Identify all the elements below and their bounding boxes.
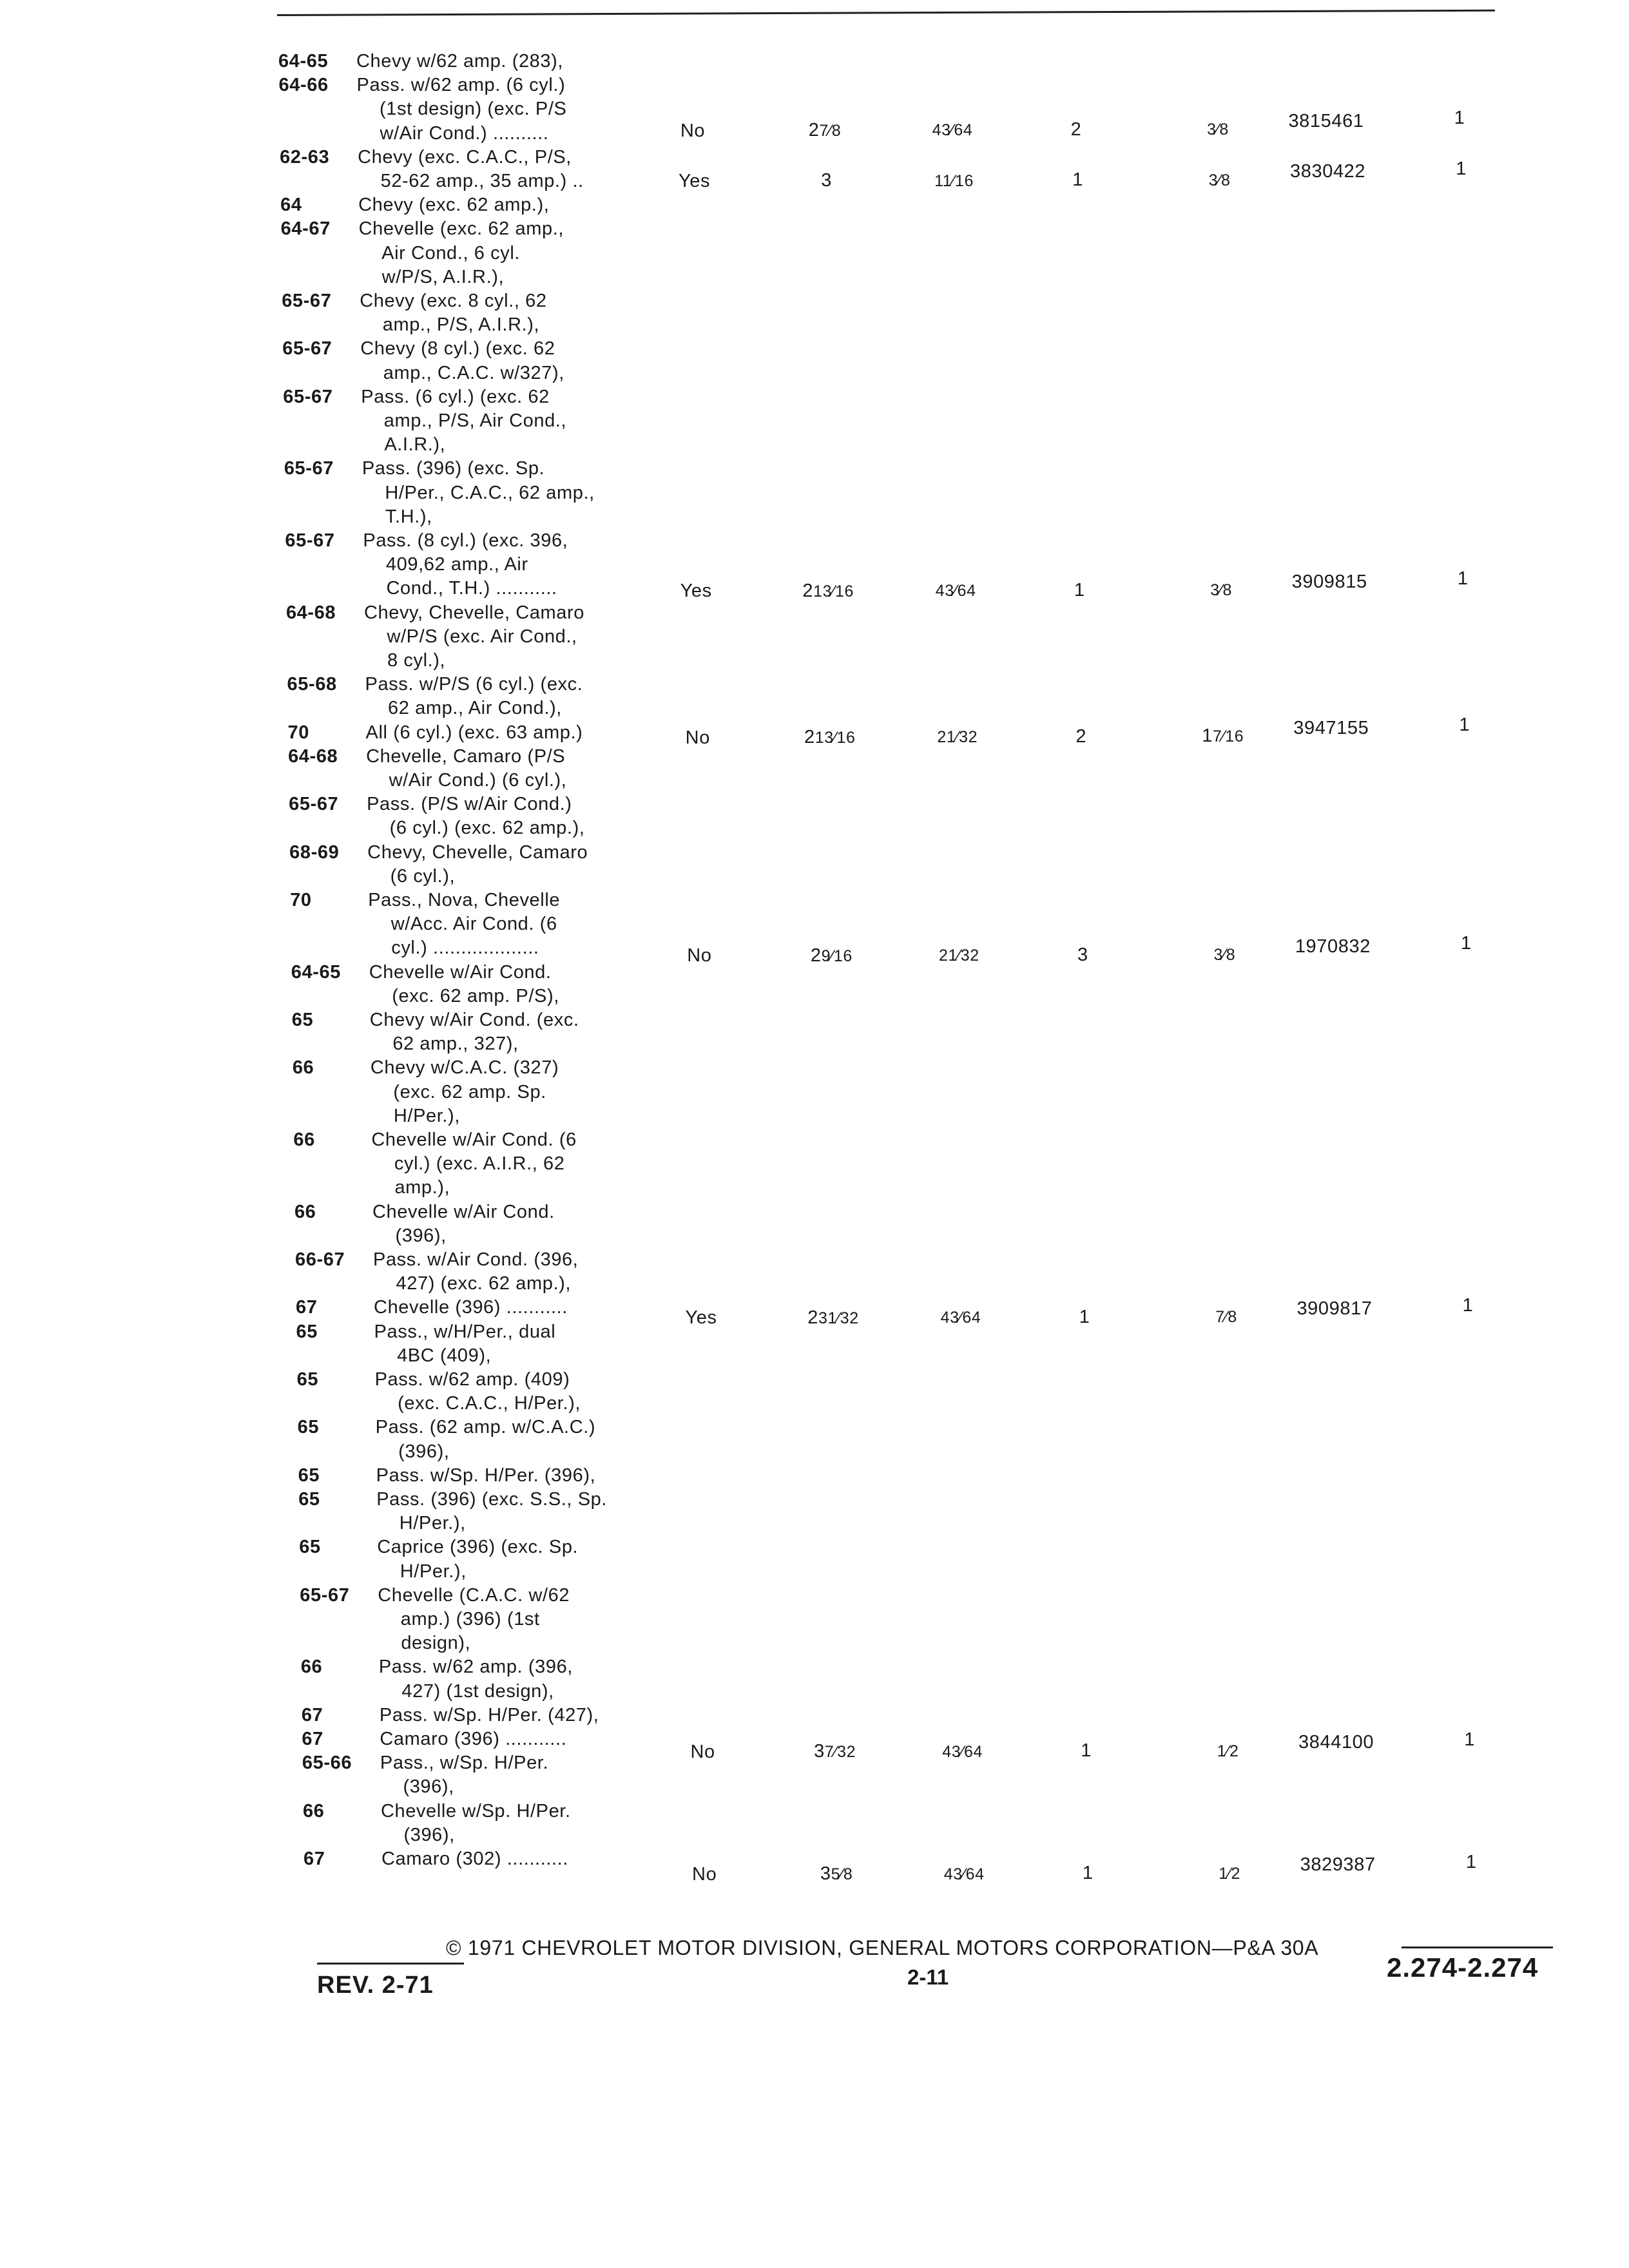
model-years: 66-67 (295, 1249, 345, 1270)
width-value: 37⁄32 (814, 1741, 856, 1762)
application-text: Chevelle (C.A.C. w/62 (378, 1584, 570, 1606)
model-years: 65-68 (287, 674, 337, 695)
count-value: 1 (1074, 579, 1085, 601)
application-text: Chevy (exc. C.A.C., P/S, (358, 146, 572, 168)
quantity-value: 1 (1454, 108, 1465, 129)
cover-flag: No (690, 1742, 715, 1762)
part-number: 3815461 (1288, 110, 1364, 131)
section-number: 2.274-2.274 (1387, 1952, 1539, 1983)
part-number: 3829387 (1300, 1854, 1376, 1876)
application-text: Chevy, Chevelle, Camaro (363, 602, 585, 623)
application-text: amp., P/S, A.I.R.), (382, 314, 540, 336)
model-years: 66 (292, 1057, 314, 1079)
revision-label: REV. 2-71 (317, 1972, 434, 1999)
model-years: 65 (291, 1010, 314, 1030)
part-number: 3909815 (1291, 571, 1367, 592)
size-value: 1⁄2 (1217, 1742, 1239, 1760)
model-years: 64-65 (278, 51, 329, 72)
application-text: (6 cyl.), (390, 865, 456, 887)
application-text: 4BC (409), (397, 1345, 492, 1366)
footer-rule-left (317, 1963, 464, 1965)
size-value: 3⁄8 (1213, 946, 1236, 965)
width-value: 29⁄16 (810, 945, 853, 966)
application-text: A.I.R.), (384, 434, 446, 456)
width-value: 27⁄8 (808, 120, 842, 141)
quantity-value: 1 (1457, 568, 1469, 590)
model-years: 64-65 (291, 961, 341, 983)
model-years: 65 (298, 1489, 320, 1510)
copyright-line: © 1971 CHEVROLET MOTOR DIVISION, GENERAL MOTORS CORPORATION—P&A 30A (446, 1936, 1319, 1959)
application-text: Chevy w/62 amp. (283), (356, 51, 564, 72)
application-text: w/P/S, A.I.R.), (381, 266, 505, 287)
quantity-value: 1 (1456, 158, 1467, 179)
model-years: 65-67 (289, 794, 339, 815)
application-text: Chevelle w/Air Cond. (372, 1201, 555, 1222)
model-years: 65-67 (283, 386, 333, 407)
application-text: (396), (395, 1225, 447, 1246)
model-years: 65-67 (282, 291, 332, 311)
application-text: H/Per., C.A.C., 62 amp., (385, 482, 595, 503)
page-number: 2-11 (907, 1965, 949, 1989)
application-text: 8 cyl.), (387, 650, 446, 671)
application-text: (6 cyl.) (exc. 62 amp.), (389, 818, 585, 839)
application-text: Chevy w/Air Cond. (exc. (369, 1010, 579, 1030)
model-years: 65-67 (284, 458, 334, 479)
application-text: 427) (exc. 62 amp.), (396, 1273, 572, 1294)
application-text: Camaro (396) ........... (380, 1729, 567, 1749)
part-number: 3947155 (1293, 717, 1369, 738)
count-value: 2 (1070, 119, 1082, 140)
model-years: 64 (280, 195, 302, 216)
quantity-value: 1 (1462, 1295, 1474, 1316)
application-text: Pass., Nova, Chevelle (368, 890, 561, 910)
application-text: H/Per.), (399, 1513, 466, 1534)
application-text: Pass. (P/S w/Air Cond.) (367, 794, 572, 815)
cover-flag: Yes (680, 581, 712, 602)
part-number: 3830422 (1290, 161, 1366, 182)
size-value: 7⁄8 (1215, 1308, 1237, 1327)
count-value: 3 (1077, 944, 1088, 965)
application-text: 52-62 amp., 35 amp.) .. (380, 171, 584, 191)
model-years: 65-66 (302, 1753, 352, 1774)
count-value: 1 (1082, 1863, 1094, 1884)
model-years: 65-67 (282, 338, 333, 360)
model-years: 65-67 (300, 1584, 350, 1606)
application-text: Pass. w/62 amp. (409) (374, 1369, 570, 1390)
model-years: 64-66 (278, 75, 329, 96)
quantity-value: 1 (1465, 1851, 1477, 1872)
depth-value: 11⁄16 (934, 171, 974, 190)
application-text: (exc. C.A.C., H/Per.), (398, 1393, 581, 1414)
application-text: Chevy (exc. 8 cyl., 62 (360, 291, 547, 311)
model-years: 65 (299, 1537, 321, 1558)
application-text: H/Per.), (400, 1561, 467, 1582)
application-text: amp., P/S, Air Cond., (383, 410, 567, 431)
part-number: 3909817 (1296, 1298, 1373, 1319)
application-text: Chevelle (396) ........... (374, 1297, 568, 1318)
count-value: 1 (1081, 1740, 1092, 1762)
application-text: design), (401, 1633, 471, 1654)
application-text: (396), (403, 1776, 454, 1798)
model-years: 64-68 (288, 745, 338, 767)
application-text: H/Per.), (393, 1105, 460, 1126)
application-text: (396), (398, 1441, 450, 1462)
application-text: Pass. w/62 amp. (6 cyl.) (356, 75, 566, 96)
application-text: Pass. w/Air Cond. (396, (373, 1249, 579, 1270)
application-text: Camaro (302) ........... (381, 1849, 568, 1869)
application-text: Chevelle, Camaro (P/S (366, 745, 566, 767)
application-text: (exc. 62 amp. Sp. (393, 1081, 546, 1102)
model-years: 66 (294, 1201, 316, 1222)
application-text: Caprice (396) (exc. Sp. (377, 1537, 579, 1558)
count-value: 2 (1075, 726, 1087, 747)
top-rule (277, 10, 1495, 16)
depth-value: 43⁄64 (932, 121, 973, 140)
model-years: 68-69 (289, 841, 340, 863)
application-text: Pass. (396) (exc. Sp. (361, 458, 545, 479)
application-text: w/Air Cond.) (6 cyl.), (389, 770, 567, 791)
depth-value: 21⁄32 (938, 947, 979, 965)
width-value: 35⁄8 (820, 1863, 853, 1885)
application-text: amp.), (394, 1177, 450, 1198)
width-value: 213⁄16 (802, 580, 854, 601)
part-number: 3844100 (1298, 1732, 1374, 1753)
model-years: 65 (296, 1369, 319, 1390)
cover-flag: No (680, 120, 706, 141)
application-text: Chevelle w/Sp. H/Per. (380, 1800, 571, 1821)
application-text: cyl.) ................... (391, 937, 539, 959)
application-text: Pass., w/Sp. H/Per. (380, 1753, 549, 1774)
depth-value: 43⁄64 (942, 1742, 983, 1761)
depth-value: 43⁄64 (935, 582, 976, 601)
application-text: T.H.), (385, 506, 432, 527)
application-text: Pass. (396) (exc. S.S., Sp. (376, 1489, 608, 1510)
application-text: w/Air Cond.) .......... (380, 122, 549, 144)
application-text: 62 amp., 327), (392, 1033, 519, 1055)
size-value: 17⁄16 (1202, 726, 1244, 747)
depth-value: 43⁄64 (943, 1865, 985, 1883)
application-text: Pass. w/Sp. H/Per. (396), (376, 1465, 596, 1486)
application-text: Chevy (8 cyl.) (exc. 62 (360, 338, 555, 360)
application-text: w/P/S (exc. Air Cond., (387, 626, 577, 647)
application-text: Pass., w/H/Per., dual (374, 1321, 556, 1342)
model-years: 67 (304, 1849, 325, 1869)
application-text: Pass. (8 cyl.) (exc. 396, (363, 530, 568, 551)
part-number: 1970832 (1295, 936, 1371, 957)
model-years: 66 (302, 1800, 325, 1821)
model-years: 67 (296, 1297, 318, 1318)
application-text: w/Acc. Air Cond. (6 (390, 914, 557, 935)
cover-flag: No (692, 1864, 717, 1885)
model-years: 67 (301, 1704, 323, 1725)
application-text: Chevelle (exc. 62 amp., (358, 218, 564, 240)
application-text: Pass. (62 amp. w/C.A.C.) (375, 1417, 596, 1438)
application-text: amp., C.A.C. w/327), (383, 362, 564, 383)
depth-value: 21⁄32 (937, 728, 978, 747)
application-text: Pass. w/Sp. H/Per. (427), (379, 1704, 599, 1725)
application-text: amp.) (396) (1st (400, 1609, 540, 1629)
application-text: Air Cond., 6 cyl. (381, 242, 521, 264)
footer-rule-right (1402, 1946, 1553, 1948)
application-text: Chevelle w/Air Cond. (369, 961, 552, 983)
application-text: All (6 cyl.) (exc. 63 amp.) (365, 722, 583, 743)
application-text: (exc. 62 amp. P/S), (392, 985, 559, 1006)
width-value: 3 (821, 170, 832, 191)
model-years: 64-68 (285, 602, 336, 623)
depth-value: 43⁄64 (940, 1309, 981, 1327)
application-text: cyl.) (exc. A.I.R., 62 (394, 1153, 565, 1175)
model-years: 64-67 (280, 218, 331, 240)
width-value: 213⁄16 (804, 727, 856, 748)
application-text: Chevy (exc. 62 amp.), (358, 195, 550, 216)
model-years: 65 (297, 1417, 320, 1438)
application-text: 62 amp., Air Cond.), (388, 698, 562, 719)
size-value: 3⁄8 (1207, 120, 1229, 139)
size-value: 3⁄8 (1210, 581, 1233, 600)
count-value: 1 (1072, 169, 1083, 191)
application-text: Chevelle w/Air Cond. (6 (371, 1129, 577, 1150)
cover-flag: No (685, 727, 710, 748)
model-years: 66 (300, 1657, 323, 1678)
quantity-value: 1 (1459, 715, 1470, 736)
size-value: 3⁄8 (1208, 171, 1231, 189)
quantity-value: 1 (1464, 1729, 1475, 1750)
application-text: 427) (1st design), (401, 1680, 554, 1702)
model-years: 70 (287, 722, 310, 743)
width-value: 231⁄32 (807, 1307, 859, 1328)
cover-flag: Yes (685, 1307, 717, 1329)
application-text: Chevy, Chevelle, Camaro (367, 841, 588, 863)
application-text: Chevy w/C.A.C. (327) (370, 1057, 559, 1079)
model-years: 65 (296, 1321, 318, 1342)
count-value: 1 (1079, 1306, 1090, 1327)
model-years: 67 (302, 1729, 323, 1749)
application-text: Pass. w/P/S (6 cyl.) (exc. (365, 674, 583, 695)
application-text: (396), (403, 1824, 455, 1845)
size-value: 1⁄2 (1219, 1864, 1241, 1883)
model-years: 65-67 (285, 530, 335, 551)
model-years: 65 (298, 1465, 320, 1486)
cover-flag: Yes (679, 171, 711, 191)
model-years: 66 (293, 1129, 315, 1150)
application-text: Cond., T.H.) ........... (386, 578, 557, 599)
application-text: 409,62 amp., Air (385, 554, 528, 575)
cover-flag: No (687, 945, 712, 966)
model-years: 70 (290, 890, 312, 910)
model-years: 62-63 (280, 146, 330, 168)
application-text: (1st design) (exc. P/S (380, 99, 567, 120)
application-text: Pass. w/62 amp. (396, (378, 1657, 573, 1678)
quantity-value: 1 (1461, 933, 1472, 954)
application-text: Pass. (6 cyl.) (exc. 62 (361, 386, 550, 407)
